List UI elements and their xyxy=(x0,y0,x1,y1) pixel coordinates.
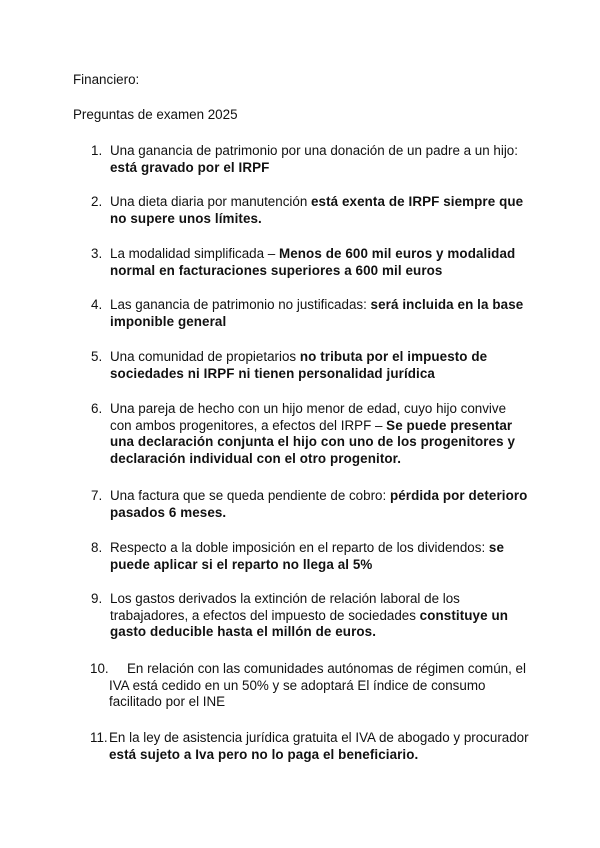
question-text: Una pareja de hecho con un hijo menor de edad, cuyo hijo convive con ambos progenitores, a efectos del IRPF – xyxy=(110,401,507,433)
item-number: 11. xyxy=(90,730,108,745)
answer-text: se puede aplicar si el reparto no llega al 5% xyxy=(110,540,504,572)
question-text: Los gastos derivados la extinción de relación laboral de los trabajadores, a efectos del impuesto de sociedades xyxy=(110,591,460,623)
question-text: En relación con las comunidades autónomas de régimen común, el IVA está cedido en un 50% y se adoptará El índice de consumo facilitado por el INE xyxy=(109,661,526,709)
answer-text: Se puede presentar una declaración conjunta el hijo con uno de los progenitores y declaración individual con el otro progenitor. xyxy=(110,417,516,466)
question-item-2 xyxy=(91,194,531,227)
item-number: 8. xyxy=(91,540,103,555)
answer-text: está gravado por el IRPF xyxy=(110,159,270,175)
item-number: 1. xyxy=(91,143,103,158)
answer-text: constituye un gasto deducible hasta el millón de euros. xyxy=(110,607,509,639)
answer-text: no tributa por el impuesto de sociedades ni IRPF ni tienen personalidad jurídica xyxy=(110,349,488,381)
answer-text: pérdida por deterioro pasados 6 meses. xyxy=(110,488,528,520)
item-number: 3. xyxy=(91,246,103,261)
question-text: En la ley de asistencia jurídica gratuita el IVA de abogado y procurador xyxy=(109,730,529,745)
item-number: 7. xyxy=(91,488,103,503)
answer-text: está sujeto a Iva pero no lo paga el beneficiario. xyxy=(109,746,419,762)
answer-text: será incluida en la base imponible general xyxy=(110,297,524,329)
answer-text: está exenta de IRPF siempre que no supere unos límites. xyxy=(110,194,524,226)
item-number: 2. xyxy=(91,194,103,209)
answer-text: Menos de 600 mil euros y modalidad normal en facturaciones superiores a 600 mil euros xyxy=(110,246,516,278)
item-number: 10. xyxy=(90,661,109,676)
item-number: 4. xyxy=(91,297,103,312)
question-text: Una factura que se queda pendiente de cobro: xyxy=(110,488,390,503)
question-item-5 xyxy=(91,349,531,382)
question-text: La modalidad simplificada – xyxy=(110,246,279,261)
question-item-9 xyxy=(91,591,531,641)
subtitle: Preguntas de examen 2025 xyxy=(73,107,238,122)
question-text: Una comunidad de propietarios xyxy=(110,349,300,364)
question-text: Respecto a la doble imposición en el reparto de los dividendos: xyxy=(110,540,489,555)
question-item-10 xyxy=(90,661,530,711)
question-text: Las ganancia de patrimonio no justificadas: xyxy=(110,297,371,312)
question-item-6 xyxy=(91,401,531,467)
item-number: 9. xyxy=(91,591,103,606)
question-item-8 xyxy=(91,540,531,573)
question-item-4 xyxy=(91,297,531,330)
question-text: Una dieta diaria por manutención xyxy=(110,194,311,209)
section-title: Financiero: xyxy=(73,72,140,87)
item-number: 5. xyxy=(91,349,103,364)
question-item-1 xyxy=(91,143,531,176)
item-number: 6. xyxy=(91,401,103,416)
question-item-3 xyxy=(91,246,531,279)
question-item-7 xyxy=(91,488,531,521)
question-text: Una ganancia de patrimonio por una donación de un padre a un hijo: xyxy=(110,143,518,158)
question-item-11 xyxy=(90,730,530,763)
